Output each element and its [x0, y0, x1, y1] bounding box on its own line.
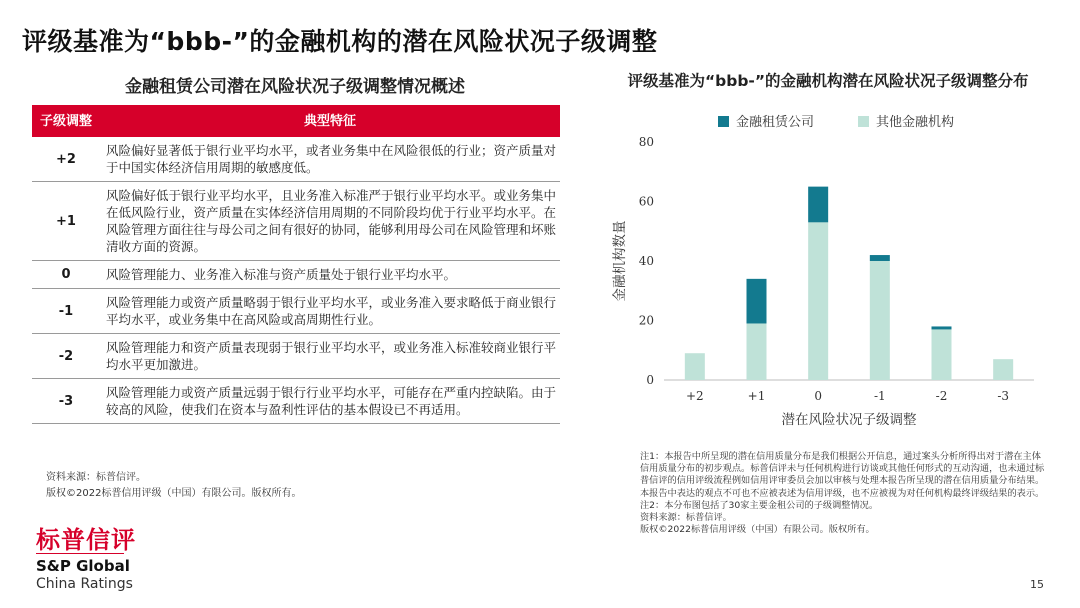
brand-logo-english: S&P Global [36, 557, 130, 575]
x-tick-label: 0 [814, 389, 822, 403]
x-tick-label: -2 [935, 389, 948, 403]
logo-divider [36, 553, 124, 554]
table-row [32, 137, 560, 182]
row-description: 风险偏好显著低于银行业平均水平，或者业务集中在风险很低的行业；资产质量对于中国实体经济信用周期的敏感度低。 [100, 137, 560, 182]
bar-other [870, 261, 890, 380]
x-tick-label: +1 [747, 389, 766, 403]
row-grade: 0 [32, 261, 100, 289]
table-row [32, 334, 560, 379]
x-tick-label: -1 [873, 389, 886, 403]
row-description: 风险管理能力和资产质量表现弱于银行业平均水平，或业务准入标准较商业银行平均水平更加激进。 [100, 334, 560, 379]
y-tick-label: 0 [646, 373, 654, 387]
bar-other [808, 222, 828, 380]
legend-swatch [858, 116, 869, 127]
note-2: 注2：本分布图包括了30家主要金租公司的子级调整情况。 [640, 499, 879, 511]
table-copyright: 版权©2022标普信用评级（中国）有限公司。版权所有。 [46, 488, 302, 499]
bar-leasing [808, 187, 828, 223]
bar-leasing [747, 279, 767, 324]
stacked-bar-chart [600, 100, 1050, 430]
row-description: 风险管理能力或资产质量远弱于银行行业平均水平，可能存在严重内控缺陷。由于较高的风险，使我们在资本与盈利性评估的基本假设已不再适用。 [100, 379, 560, 424]
bar-other [685, 353, 705, 380]
note-1: 注1：本报告中所呈现的潜在信用质量分布是我们根据公开信息，通过案头分析所得出对于潜在主体信用质量分布的初步观点。标普信评未与任何机构进行访谈或其他任何形式的互动沟通，也未通过标普信评的信用评级流程例如信用评审委员会加以审核与处理本报告所呈现的潜在信用质量分布结果。本报告中表达的观点不可也不应被表述为信用评级，也不应被视为对任何机构最终评级结果的表示。 [640, 451, 1045, 499]
column-header-adjustment: 子级调整 [32, 105, 100, 137]
x-axis-label: 潜在风险状况子级调整 [781, 412, 917, 428]
table-source-note [46, 470, 301, 502]
y-tick-label: 20 [638, 313, 654, 328]
column-header-feature: 典型特征 [100, 105, 560, 137]
y-tick-label: 60 [638, 194, 654, 209]
row-description: 风险偏好低于银行业平均水平，且业务准入标准严于银行业平均水平。或业务集中在低风险行业，资产质量在实体经济信用周期的不同阶段均优于行业平均水平。在风险管理方面往往与母公司之间有很好的协同，能够利用母公司在风险管理和坏账清收方面的资源。 [100, 182, 560, 261]
chart-copyright: 版权©2022标普信用评级（中国）有限公司。版权所有。 [640, 524, 875, 536]
brand-logo-subtitle: China Ratings [36, 576, 133, 592]
table-row [32, 261, 560, 289]
y-tick-label: 40 [638, 254, 654, 268]
brand-logo-chinese: 标普信评 [36, 526, 136, 554]
table-row [32, 182, 560, 261]
chart-notes [640, 451, 1048, 536]
legend-label: 金融租赁公司 [736, 115, 815, 130]
row-grade: +1 [32, 182, 100, 261]
row-grade: -1 [32, 289, 100, 334]
bar-other [932, 329, 952, 380]
x-tick-label: +2 [685, 389, 704, 403]
subgrade-feature-table [32, 105, 560, 424]
chart-source: 资料来源：标普信评。 [640, 512, 732, 524]
row-grade: -2 [32, 334, 100, 379]
bar-leasing [932, 326, 952, 329]
y-tick-label: 80 [638, 135, 654, 149]
page-number: 15 [1030, 578, 1044, 591]
legend-swatch [718, 116, 729, 127]
x-tick-label: -3 [997, 389, 1010, 403]
table-row [32, 379, 560, 424]
row-description: 风险管理能力、业务准入标准与资产质量处于银行业平均水平。 [100, 261, 560, 289]
table-title: 金融租赁公司潜在风险状况子级调整情况概述 [125, 77, 465, 97]
page-title: 评级基准为“bbb-”的金融机构的潜在风险状况子级调整 [22, 27, 658, 56]
row-description: 风险管理能力或资产质量略弱于银行业平均水平，或业务准入要求略低于商业银行平均水平，或业务集中在高风险或高周期性行业。 [100, 289, 560, 334]
legend-label: 其他金融机构 [876, 115, 955, 130]
bar-other [993, 359, 1013, 380]
table-source: 资料来源：标普信评。 [46, 472, 146, 483]
table-row [32, 289, 560, 334]
row-grade: +2 [32, 137, 100, 182]
y-axis-label: 金融机构数量 [612, 220, 628, 302]
row-grade: -3 [32, 379, 100, 424]
table-header-row [32, 105, 560, 137]
bar-other [747, 323, 767, 380]
bar-leasing [870, 255, 890, 261]
chart-title: 评级基准为“bbb-”的金融机构潜在风险状况子级调整分布 [627, 72, 1029, 90]
